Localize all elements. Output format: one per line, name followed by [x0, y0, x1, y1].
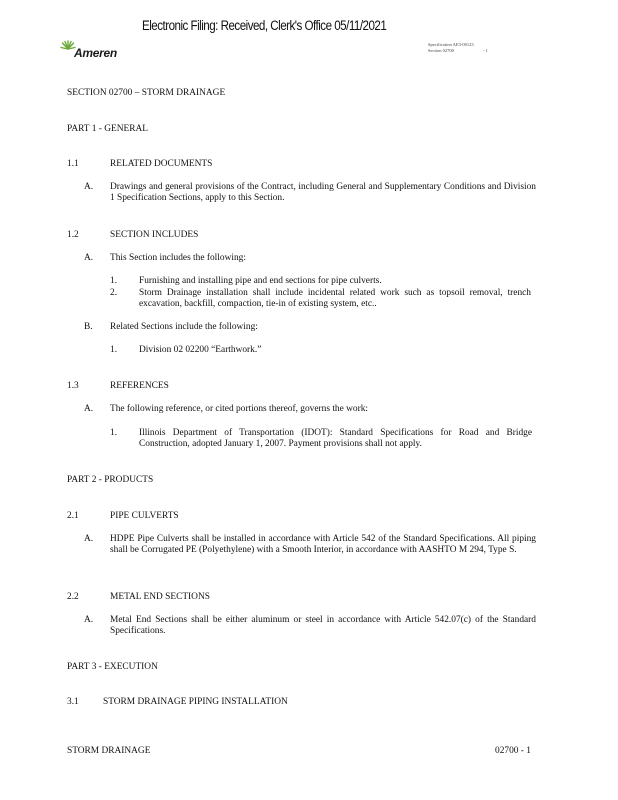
s1-1-num: 1.1	[67, 159, 79, 169]
s1-2-a-text: This Section includes the following:	[110, 253, 246, 263]
s1-2-a-item1-num: 1.	[110, 276, 118, 286]
header-meta-line1: Specification AE3-00123	[428, 42, 474, 47]
s1-3-a-item1-num: 1.	[110, 428, 118, 438]
s1-3-num: 1.3	[67, 381, 79, 391]
part1-title: PART 1 - GENERAL	[67, 124, 148, 134]
s2-2-a-label: A.	[84, 615, 94, 625]
logo-text: Ameren	[74, 46, 117, 60]
s3-1-num: 3.1	[67, 697, 79, 707]
header-meta-line2: Section 02700 - 1	[428, 48, 488, 53]
s1-3-title: REFERENCES	[110, 381, 169, 391]
s1-2-b-item1-num: 1.	[110, 345, 118, 355]
section-title: SECTION 02700 – STORM DRAINAGE	[67, 88, 226, 98]
header-meta	[428, 42, 488, 54]
part3-title: PART 3 - EXECUTION	[67, 662, 158, 672]
s2-2-title: METAL END SECTIONS	[110, 592, 210, 602]
s1-3-a-item1-text: Illinois Department of Transportation (IDOT): Standard Specifications for Road and Bridge Construction, adopted January 1, 2007. Payment provisions shall not apply.	[139, 428, 532, 449]
s1-1-a-text: Drawings and general provisions of the Contract, including General and Supplementary Conditions and Division 1 Specification Sections, apply to this Section.	[110, 182, 536, 203]
s1-1-a-label: A.	[84, 182, 94, 192]
filing-stamp: Electronic Filing: Received, Clerk's Office 05/11/2021	[142, 18, 387, 33]
s2-2-num: 2.2	[67, 592, 79, 602]
s2-1-title: PIPE CULVERTS	[110, 511, 179, 521]
s1-2-a-item2-num: 2.	[110, 288, 118, 298]
part2-title: PART 2 - PRODUCTS	[67, 475, 154, 485]
s2-1-num: 2.1	[67, 511, 79, 521]
footer-page-number: 02700 - 1	[495, 746, 531, 756]
s2-1-a-text: HDPE Pipe Culverts shall be installed in accordance with Article 542 of the Standard Specifications. All piping shall be Corrugated PE (Polyethylene) with a Smooth Interior, in accordance with AASHTO M 294, Type S.	[110, 534, 536, 555]
s3-1-title: STORM DRAINAGE PIPING INSTALLATION	[103, 697, 288, 707]
s1-3-a-text: The following reference, or cited portions thereof, governs the work:	[110, 404, 368, 414]
s1-2-b-label: B.	[84, 322, 93, 332]
header-page-mark: - 1	[483, 48, 488, 53]
footer-left: STORM DRAINAGE	[67, 746, 151, 756]
s1-2-a-label: A.	[84, 253, 94, 263]
company-logo	[60, 40, 130, 62]
s1-3-a-label: A.	[84, 404, 94, 414]
s1-2-b-item1-text: Division 02 02200 “Earthwork.”	[139, 345, 262, 355]
s1-1-title: RELATED DOCUMENTS	[110, 159, 213, 169]
s1-2-title: SECTION INCLUDES	[110, 230, 199, 240]
s2-2-a-text: Metal End Sections shall be either aluminum or steel in accordance with Article 542.07(c) of the Standard Specifications.	[110, 615, 536, 636]
s1-2-b-text: Related Sections include the following:	[110, 322, 258, 332]
s1-2-num: 1.2	[67, 230, 79, 240]
s1-2-a-item1-text: Furnishing and installing pipe and end sections for pipe culverts.	[139, 276, 382, 286]
s2-1-a-label: A.	[84, 534, 94, 544]
s1-2-a-item2-text: Storm Drainage installation shall include incidental related work such as topsoil removal, trench excavation, backfill, compaction, tie-in of existing system, etc..	[139, 288, 531, 309]
